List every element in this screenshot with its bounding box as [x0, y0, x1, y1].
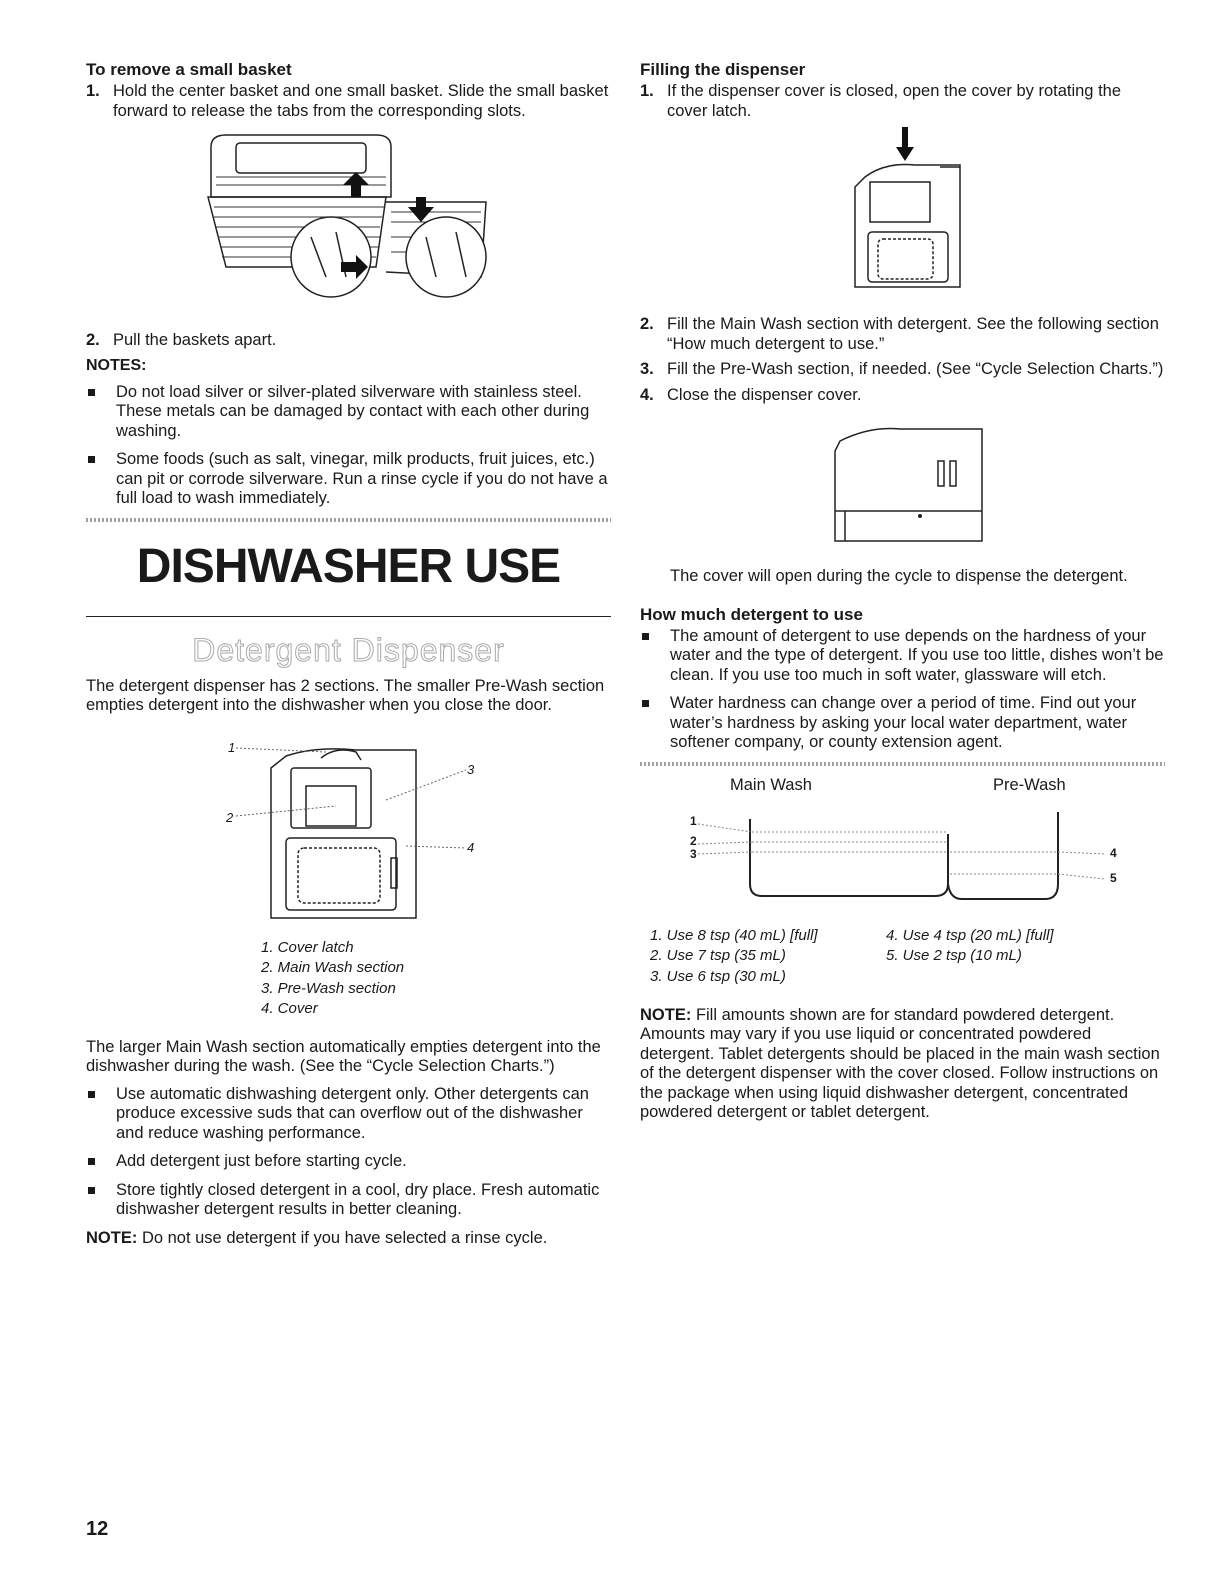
step-text: Fill the Main Wash section with detergent. See the following section “How much detergent to use.”	[667, 315, 1159, 353]
fill-step-4	[640, 386, 1165, 406]
dispenser-figure	[86, 738, 611, 928]
step-text: Close the dispenser cover.	[667, 385, 862, 404]
dispenser-illustration	[86, 738, 611, 928]
basket-illustration	[86, 127, 611, 327]
remove-step-1	[86, 82, 611, 121]
closed-cover-illustration	[640, 411, 1165, 561]
section-rule	[86, 616, 611, 617]
caption: 1. Cover latch	[261, 938, 354, 956]
filling-heading: Filling the dispenser	[640, 60, 806, 79]
note-text: Do not use detergent if you have selected a rinse cycle.	[141, 1228, 548, 1247]
fill-step-3	[640, 360, 1165, 380]
step-number: 4.	[640, 385, 654, 404]
remove-basket-heading: To remove a small basket	[86, 60, 292, 79]
level-2: 2	[690, 833, 697, 848]
amount-legend	[640, 926, 1165, 992]
callout-4: 4	[467, 839, 475, 855]
detergent-bullet: Use automatic dishwashing detergent only. Other detergents can produce excessive suds that can overflow out of the dishwasher and reduce washing performance.	[86, 1085, 611, 1144]
detergent-bullet: Add detergent just before starting cycle.	[86, 1152, 611, 1172]
step-text: Hold the center basket and one small basket. Slide the small basket forward to release the tabs from the corresponding slots.	[113, 82, 609, 120]
fill-level-illustration	[640, 774, 1165, 924]
subsection-title: Detergent Dispenser	[192, 631, 505, 668]
page-number: 12	[86, 1518, 109, 1540]
amount-legend-right	[886, 926, 1054, 967]
rinse-note	[86, 1229, 611, 1249]
step-number: 3.	[640, 360, 654, 378]
note-label: NOTE:	[640, 1005, 692, 1024]
caption: 2. Main Wash section	[261, 959, 405, 976]
step-number: 2.	[640, 315, 654, 333]
main-wash-text: The larger Main Wash section automatically empties detergent into the dishwasher during the wash. (See the “Cycle Selection Charts.”)	[86, 1037, 601, 1075]
howmuch-bullet: The amount of detergent to use depends on the hardness of your water and the type of detergent. If you use too little, dishes won’t be clean. If you use too much in soft water, glassware will etch.	[640, 627, 1165, 686]
pre-wash-label: Pre-Wash	[993, 775, 1066, 794]
level-3: 3	[690, 846, 697, 861]
detergent-bullet: Store tightly closed detergent in a cool, dry place. Fresh automatic dishwasher detergent results in better cleaning.	[86, 1181, 611, 1220]
dotted-divider	[640, 762, 1165, 766]
cover-text: The cover will open during the cycle to dispense the detergent.	[670, 567, 1128, 585]
amount-item: 3. Use 6 tsp (30 mL)	[650, 967, 786, 985]
step-text: Fill the Pre-Wash section, if needed. (See “Cycle Selection Charts.”)	[667, 360, 1164, 378]
caption: 4. Cover	[261, 1000, 318, 1017]
fill-step-1	[640, 82, 1165, 121]
level-4: 4	[1110, 845, 1117, 860]
amounts-note	[640, 1006, 1165, 1123]
remove-step-2	[86, 331, 611, 351]
step-number: 1.	[86, 82, 100, 100]
fill-level-diagram	[640, 774, 1165, 924]
fill-step-2	[640, 315, 1165, 354]
open-latch-illustration	[640, 127, 1165, 307]
note-bullet: Some foods (such as salt, vinegar, milk products, fruit juices, etc.) can pit or corrode silverware. Run a rinse cycle if you do not have a full load to wash immediately.	[86, 450, 611, 509]
howmuch-bullet: Water hardness can change over a period of time. Find out your water’s hardness by asking your local water department, water softener company, or county extension agent.	[640, 694, 1165, 753]
callout-2: 2	[226, 809, 234, 825]
amount-item: 1. Use 8 tsp (40 mL) [full]	[650, 926, 818, 944]
step-number: 2.	[86, 331, 100, 349]
step-text: If the dispenser cover is closed, open the cover by rotating the cover latch.	[667, 82, 1122, 120]
step-number: 1.	[640, 82, 654, 100]
amount-legend-left	[650, 926, 818, 988]
howmuch-heading: How much detergent to use	[640, 604, 863, 624]
level-1: 1	[690, 813, 697, 828]
callout-3: 3	[467, 761, 475, 777]
section-title: DISHWASHER USE	[136, 539, 561, 593]
level-5: 5	[1110, 870, 1117, 885]
amount-item: 4. Use 4 tsp (20 mL) [full]	[886, 926, 1054, 944]
callout-1: 1	[228, 739, 236, 755]
main-wash-label: Main Wash	[730, 775, 812, 794]
dotted-divider	[86, 518, 611, 522]
note-text: Fill amounts shown are for standard powdered detergent. Amounts may vary if you use liquid or concentrated powdered detergent. Tablet detergents should be placed in the main wash section of the detergent dispenser with the cover closed. Follow instructions on the package when using liquid dishwasher detergent, concentrated powdered detergent or tablet detergent.	[640, 1005, 1160, 1121]
notes-label: NOTES:	[86, 356, 147, 374]
right-column	[640, 60, 1165, 1123]
left-column	[86, 60, 611, 1248]
note-label: NOTE:	[86, 1228, 138, 1247]
dispenser-intro: The detergent dispenser has 2 sections. The smaller Pre-Wash section empties detergent into the dishwasher when you close the door.	[86, 676, 605, 714]
step-text: Pull the baskets apart.	[113, 331, 277, 349]
caption: 3. Pre-Wash section	[261, 979, 396, 997]
amount-item: 5. Use 2 tsp (10 mL)	[886, 947, 1022, 964]
note-bullet: Do not load silver or silver-plated silverware with stainless steel. These metals can be damaged by contact with each other during washing.	[86, 383, 611, 442]
dispenser-captions	[261, 938, 611, 1020]
amount-item: 2. Use 7 tsp (35 mL)	[650, 947, 786, 964]
